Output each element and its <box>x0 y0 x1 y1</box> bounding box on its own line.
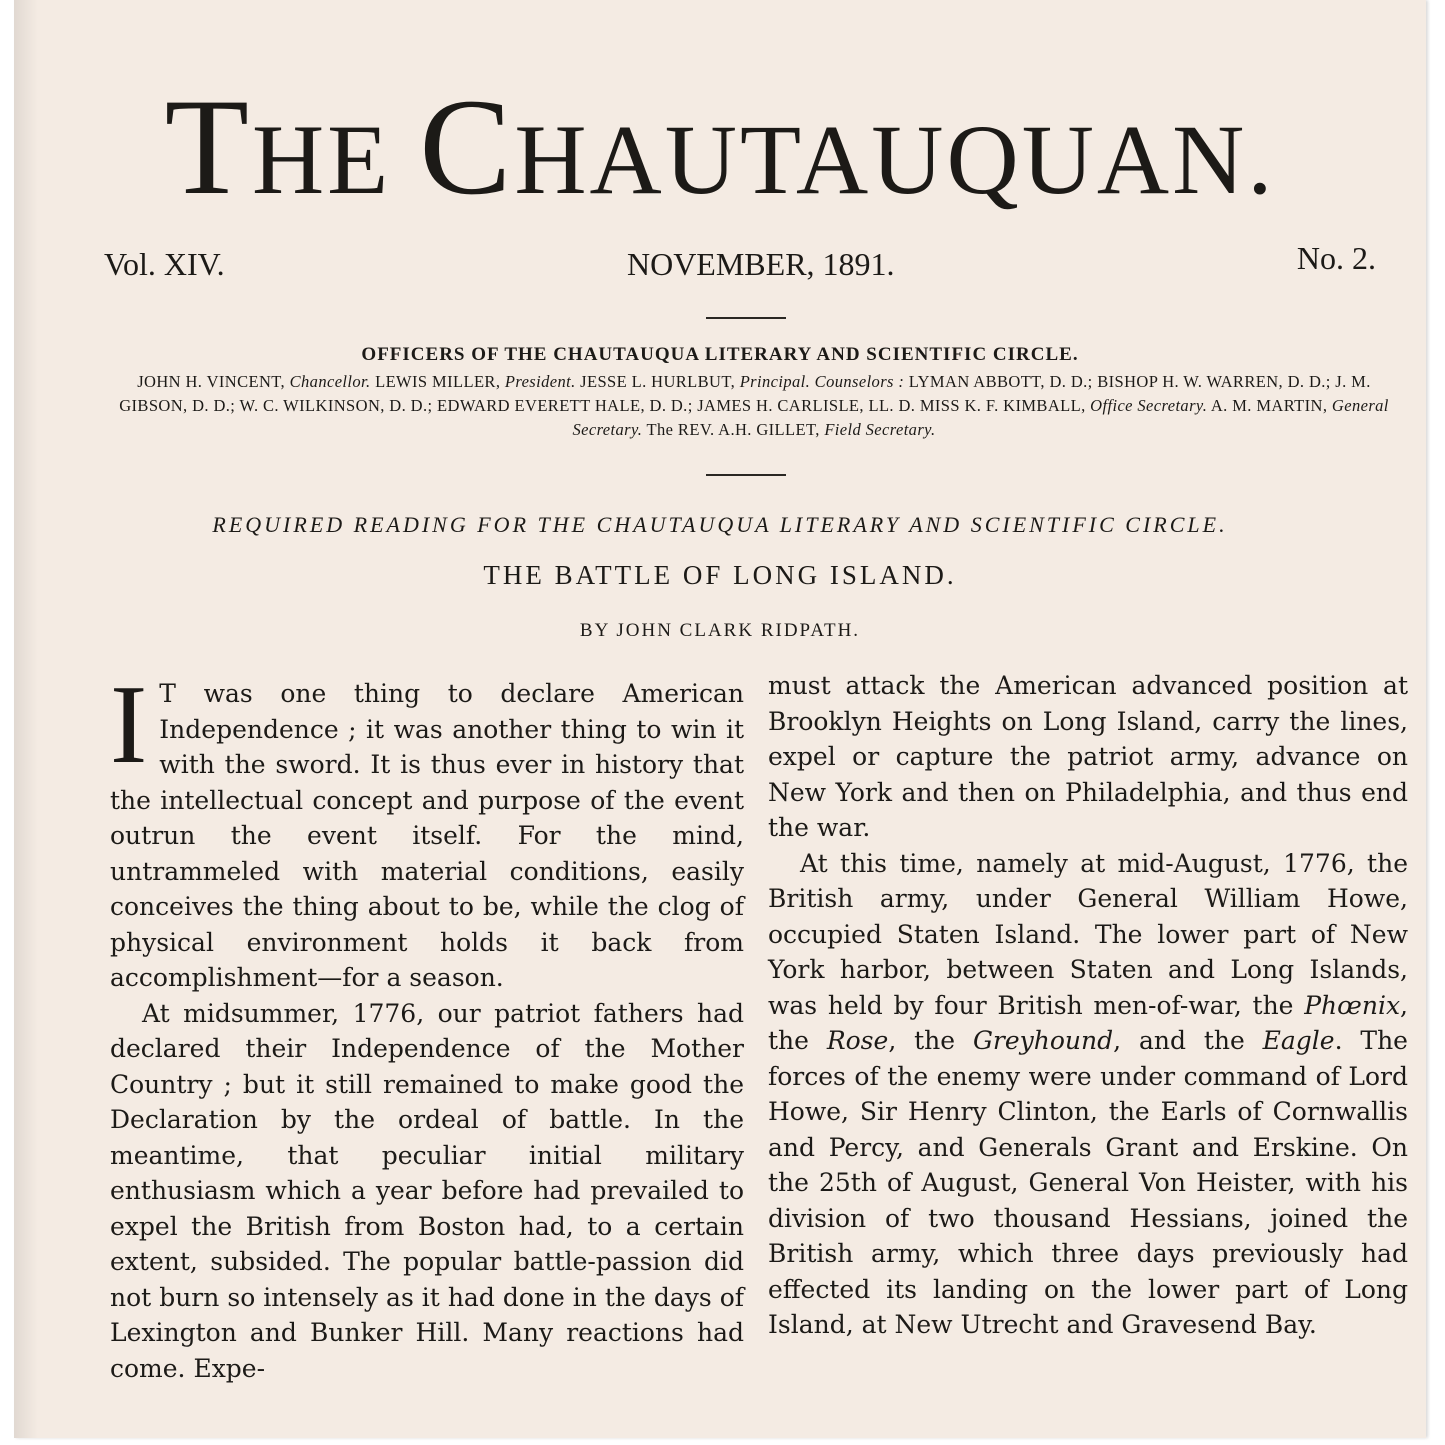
ship-name: Phœnix <box>1304 990 1401 1020</box>
masthead-the-rest: HE <box>251 104 392 215</box>
volume-label: Vol. XIV. <box>104 246 225 282</box>
paragraph: At this time, namely at mid-August, 1776, the British army, under General William Howe, occupied Staten Island. The lower part of New York harbor, between Staten and Long Islands, was held by four British men-of-war, the Phœnix, the Rose, the Greyhound, and the Eagle. The forces of the enemy were under command of Lord Howe, Sir Henry Clinton, the Earls of Cornwallis and Percy, and Generals Grant and Erskine. On the 25th of August, General Von Heister, with his division of two thousand Hessians, joined the British army, which three days previously had effected its landing on the lower part of Long Island, at New Utrecht and Gravesend Bay. <box>768 848 1408 1339</box>
drop-cap: I <box>110 663 148 787</box>
article-column-right <box>768 668 1408 1343</box>
masthead-name-cap: C <box>419 70 515 223</box>
paragraph: I T was one thing to declare American Independence ; it was another thing to win it with the sword. It is thus ever in history that the intellectual concept and purpose of the event outrun the event itself. For the mind, untrammeled with material conditions, easily conceives the thing about to be, while the clog of physical environment holds it back from accomplishment—for a season. <box>110 663 744 992</box>
required-reading-heading: REQUIRED READING FOR THE CHAUTAUQUA LITERARY AND SCIENTIFIC CIRCLE. <box>212 512 1228 537</box>
divider-rule <box>706 474 786 476</box>
ship-name: Eagle <box>1262 1026 1335 1055</box>
masthead-title <box>14 70 1426 223</box>
divider-rule <box>706 317 786 319</box>
magazine-page <box>14 0 1426 1438</box>
issue-info <box>104 240 1376 283</box>
masthead-name-rest: HAUTAUQUAN. <box>514 104 1276 215</box>
masthead-the-cap: T <box>164 70 252 223</box>
paragraph: must attack the American advanced position at Brooklyn Heights on Long Island, carry the lines, expel or capture the patriot army, advance on New York and then on Philadelphia, and thus end the war. <box>768 671 1408 842</box>
officers-heading: OFFICERS OF THE CHAUTAUQUA LITERARY AND SCIENTIFIC CIRCLE. <box>361 344 1079 365</box>
issue-number: No. 2. <box>1296 240 1376 276</box>
article-column-left <box>110 663 744 1386</box>
officers-list: JOHN H. VINCENT, Chancellor. LEWIS MILLER, President. JESSE L. HURLBUT, Principal. Counselors : LYMAN ABBOTT, D. D.; BISHOP H. W. WARREN, D. D.; J. M. GIBSON, D. D.; W. C. WILKINSON, D. D.; EDWARD EVERETT HALE, D. D.; JAMES H. CARLISLE, LL. D. MISS K. F. KIMBALL, Office Secretary. A. M. MARTIN, General Secretary. The REV. A.H. GILLET, Field Secretary. <box>119 372 1389 439</box>
article-byline: BY JOHN CLARK RIDPATH. <box>579 620 861 641</box>
ship-name: Greyhound <box>972 1026 1114 1055</box>
paragraph: At midsummer, 1776, our patriot fathers had declared their Independence of the Mother Country ; but it still remained to make good the Declaration by the ordeal of battle. In the meantime, that peculiar initial military enthusiasm which a year before had prevailed to expel the British from Boston had, to a certain extent, subsided. The popular battle-passion did not burn so intensely as it had done in the days of Lexington and Bunker Hill. Many reactions had come. Expe- <box>110 998 744 1383</box>
issue-date: NOVEMBER, 1891. <box>626 246 895 282</box>
article-title: THE BATTLE OF LONG ISLAND. <box>483 560 957 590</box>
ship-name: Rose <box>826 1026 889 1055</box>
